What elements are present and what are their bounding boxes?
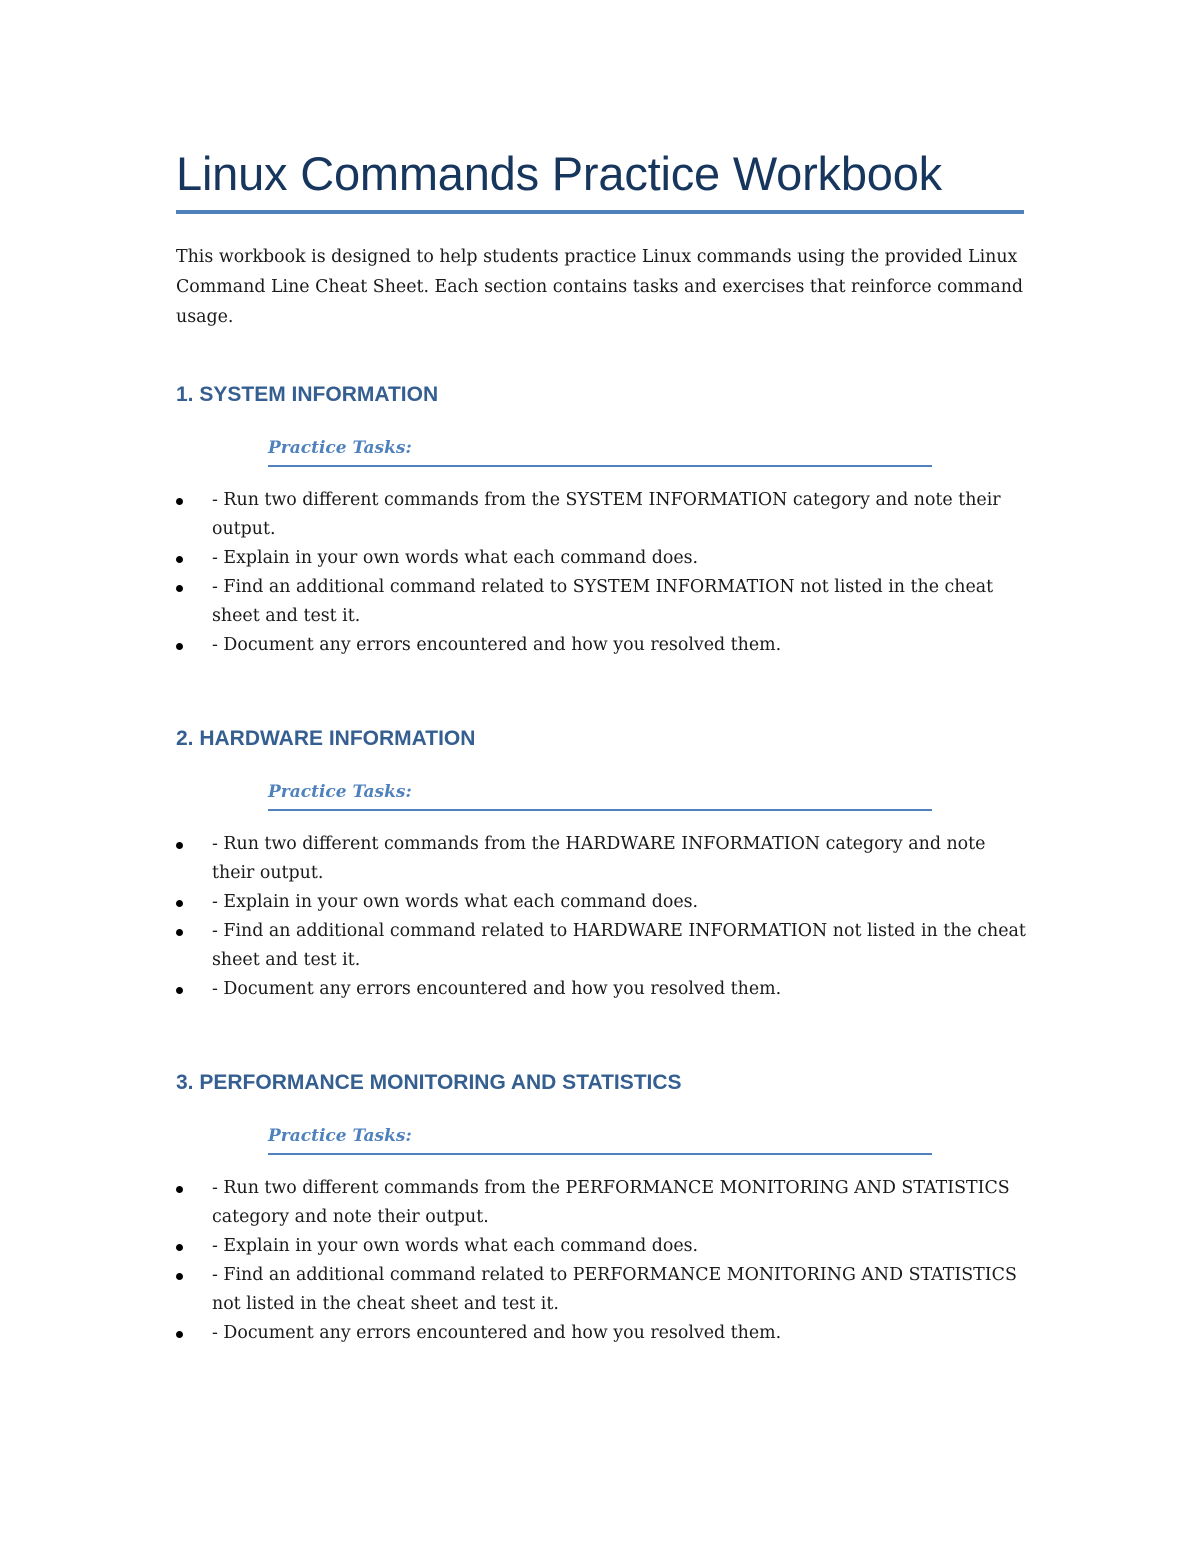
bullet-icon: [176, 556, 183, 563]
bullet-icon: [176, 1186, 183, 1193]
title-underline: [176, 210, 1024, 214]
bullet-icon: [176, 1244, 183, 1251]
bullet-icon: [176, 900, 183, 907]
section-heading: 1. SYSTEM INFORMATION: [176, 383, 439, 406]
practice-tasks-heading: Practice Tasks:: [268, 1126, 412, 1146]
section-heading: 2. HARDWARE INFORMATION: [176, 727, 476, 750]
task-list: [176, 1174, 1028, 1348]
list-item: [176, 888, 1028, 917]
practice-tasks-underline: [268, 1153, 932, 1155]
list-item: [176, 631, 1028, 660]
list-item: [176, 1319, 1028, 1348]
task-text: - Explain in your own words what each command does.: [212, 1236, 699, 1256]
task-text: - Document any errors encountered and how you resolved them.: [212, 979, 782, 999]
task-list: [176, 486, 1028, 660]
task-text: - Find an additional command related to HARDWARE INFORMATION not listed in the cheat sheet and test it.: [212, 921, 1026, 970]
list-item: [176, 573, 1028, 631]
task-text: - Find an additional command related to SYSTEM INFORMATION not listed in the cheat sheet and test it.: [212, 577, 994, 626]
bullet-icon: [176, 1331, 183, 1338]
list-item: [176, 917, 1028, 975]
task-text: - Run two different commands from the SYSTEM INFORMATION category and note their output.: [212, 490, 1001, 539]
task-text: - Run two different commands from the HARDWARE INFORMATION category and note their output.: [212, 834, 986, 883]
bullet-icon: [176, 987, 183, 994]
practice-tasks-heading: Practice Tasks:: [268, 438, 412, 458]
practice-tasks-underline: [268, 465, 932, 467]
task-text: - Document any errors encountered and how you resolved them.: [212, 635, 782, 655]
task-text: - Run two different commands from the PERFORMANCE MONITORING AND STATISTICS category and note their output.: [212, 1178, 1010, 1227]
task-text: - Explain in your own words what each command does.: [212, 548, 699, 568]
list-item: [176, 830, 1028, 888]
list-item: [176, 975, 1028, 1004]
bullet-icon: [176, 842, 183, 849]
practice-tasks-heading: Practice Tasks:: [268, 782, 412, 802]
bullet-icon: [176, 929, 183, 936]
task-list: [176, 830, 1028, 1004]
list-item: [176, 1261, 1028, 1319]
list-item: [176, 486, 1028, 544]
bullet-icon: [176, 585, 183, 592]
bullet-icon: [176, 498, 183, 505]
list-item: [176, 544, 1028, 573]
task-text: - Find an additional command related to PERFORMANCE MONITORING AND STATISTICS not listed in the cheat sheet and test it.: [212, 1265, 1017, 1314]
section-heading: 3. PERFORMANCE MONITORING AND STATISTICS: [176, 1071, 682, 1094]
task-text: - Explain in your own words what each command does.: [212, 892, 699, 912]
list-item: [176, 1174, 1028, 1232]
bullet-icon: [176, 1273, 183, 1280]
practice-tasks-underline: [268, 809, 932, 811]
document-title: Linux Commands Practice Workbook: [176, 147, 942, 200]
list-item: [176, 1232, 1028, 1261]
bullet-icon: [176, 643, 183, 650]
task-text: - Document any errors encountered and how you resolved them.: [212, 1323, 782, 1343]
intro-paragraph: This workbook is designed to help students practice Linux commands using the provided Linux Command Line Cheat Sheet. Each section contains tasks and exercises that reinforce command usage.: [176, 247, 1024, 327]
